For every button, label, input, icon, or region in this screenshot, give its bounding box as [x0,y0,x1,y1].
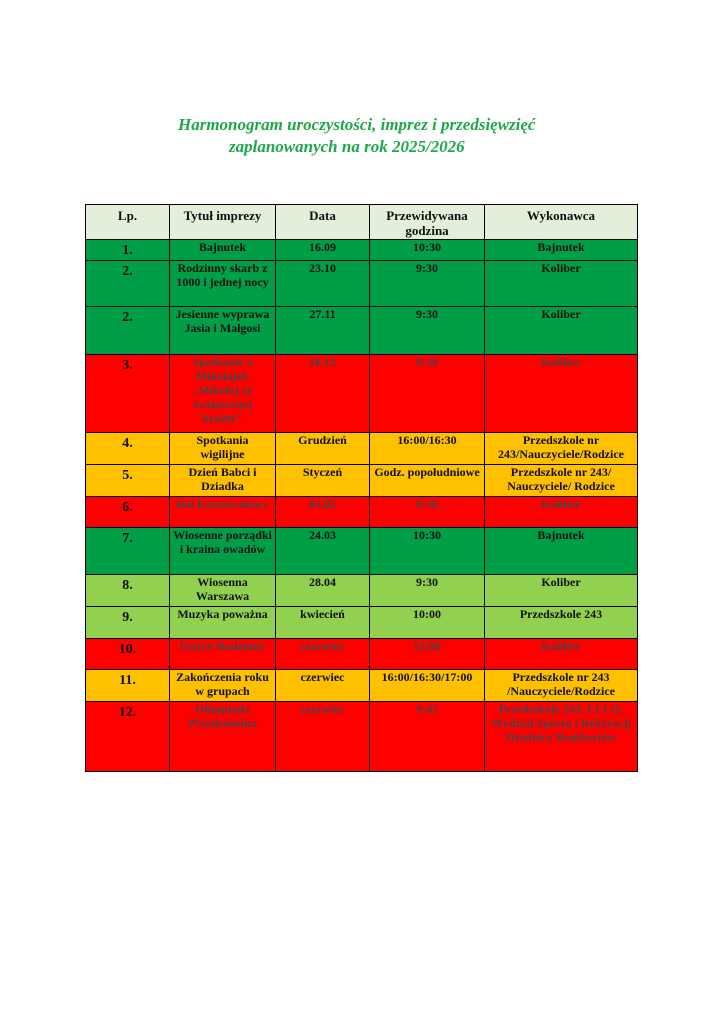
row-time: 9:30 [370,575,485,607]
row-time: 9:30 [370,355,485,433]
row-date: 23.10 [276,261,370,307]
row-title: Dzień Babci i Dziadka [170,465,276,497]
table-row [86,355,638,433]
table-row [86,497,638,528]
row-lp: 11. [86,670,170,702]
row-lp: 2. [86,261,170,307]
row-date: 27.11 [276,307,370,355]
row-title: Muzyka poważna [170,607,276,639]
row-performer: Koliber [485,639,638,670]
table-row [86,307,638,355]
row-performer: Przedszkole 243, LI LO, Wydział Sportu i Rekreacji Dzielnicy Rembertów [485,702,638,772]
row-date: Grudzień [276,433,370,465]
row-time: 10:00 [370,607,485,639]
row-time: 10:30 [370,240,485,261]
table-row [86,639,638,670]
row-performer: Przedszkole nr 243/ Nauczyciele/ Rodzice [485,465,638,497]
row-lp: 2. [86,307,170,355]
title-line-1: Harmonogram uroczystości, imprez i przedsięwzięć [178,115,536,134]
row-date: czerwiec [276,702,370,772]
header-event-title: Tytuł imprezy [170,205,276,240]
row-date: 03.02 [276,497,370,528]
row-title: Jesienne wyprawa Jasia i Małgosi [170,307,276,355]
row-lp: 10. [86,639,170,670]
table-row [86,528,638,575]
row-lp: 1. [86,240,170,261]
row-date: 24.03 [276,528,370,575]
row-performer: Koliber [485,575,638,607]
row-date: Styczeń [276,465,370,497]
row-time: 9:30 [370,497,485,528]
row-lp: 3. [86,355,170,433]
title-line-2: zaplanowanych na rok 2025/2026 [229,137,465,156]
row-lp: 6. [86,497,170,528]
row-lp: 5. [86,465,170,497]
row-date: 16.12 [276,355,370,433]
row-performer: Przedszkole nr 243/Nauczyciele/Rodzice [485,433,638,465]
row-title: Wiosenne porządki i kraina owadów [170,528,276,575]
table-row [86,433,638,465]
row-time: 9:30 [370,261,485,307]
header-performer: Wykonawca [485,205,638,240]
row-time: 10:30 [370,528,485,575]
row-performer: Bajnutek [485,240,638,261]
row-lp: 7. [86,528,170,575]
row-performer: Przedszkole 243 [485,607,638,639]
table-row [86,702,638,772]
table-header-row [86,205,638,240]
row-title: Zakończenia roku w grupach [170,670,276,702]
row-date: 16.09 [276,240,370,261]
table-row [86,575,638,607]
row-time: Godz. popołudniowe [370,465,485,497]
row-title: Wiosenna Warszawa [170,575,276,607]
row-lp: 9. [86,607,170,639]
table-row [86,670,638,702]
row-lp: 12. [86,702,170,772]
table-row [86,240,638,261]
row-title: Olimpiada Przedszkolna [170,702,276,772]
events-schedule-table [85,204,638,772]
row-date: czerwiec [276,639,370,670]
row-time: 15:00 [370,639,485,670]
row-title: Bal Karnawałowy [170,497,276,528]
table-row [86,465,638,497]
row-performer: Koliber [485,307,638,355]
header-time: Przewidywana godzina [370,205,485,240]
row-title: Bajnutek [170,240,276,261]
row-time: 9:45 [370,702,485,772]
row-time: 16:00/16:30/17:00 [370,670,485,702]
row-date: 28.04 [276,575,370,607]
row-time: 16:00/16:30 [370,433,485,465]
row-performer: Przedszkole nr 243 /Nauczyciele/Rodzice [485,670,638,702]
row-performer: Koliber [485,355,638,433]
row-time: 9:30 [370,307,485,355]
row-title: Spotkanie z Mikołajek „Mikołaj ze świątecznej krainy” [170,355,276,433]
row-performer: Bajnutek [485,528,638,575]
table-row [86,261,638,307]
row-lp: 4. [86,433,170,465]
row-title: Spotkania wigilijne [170,433,276,465]
row-title: Festyn Rodzinny [170,639,276,670]
row-date: kwiecień [276,607,370,639]
table-row [86,607,638,639]
header-lp: Lp. [86,205,170,240]
header-date: Data [276,205,370,240]
row-date: czerwiec [276,670,370,702]
row-title: Rodzinny skarb z 1000 i jednej nocy [170,261,276,307]
row-performer: Koliber [485,497,638,528]
row-performer: Koliber [485,261,638,307]
row-lp: 8. [86,575,170,607]
